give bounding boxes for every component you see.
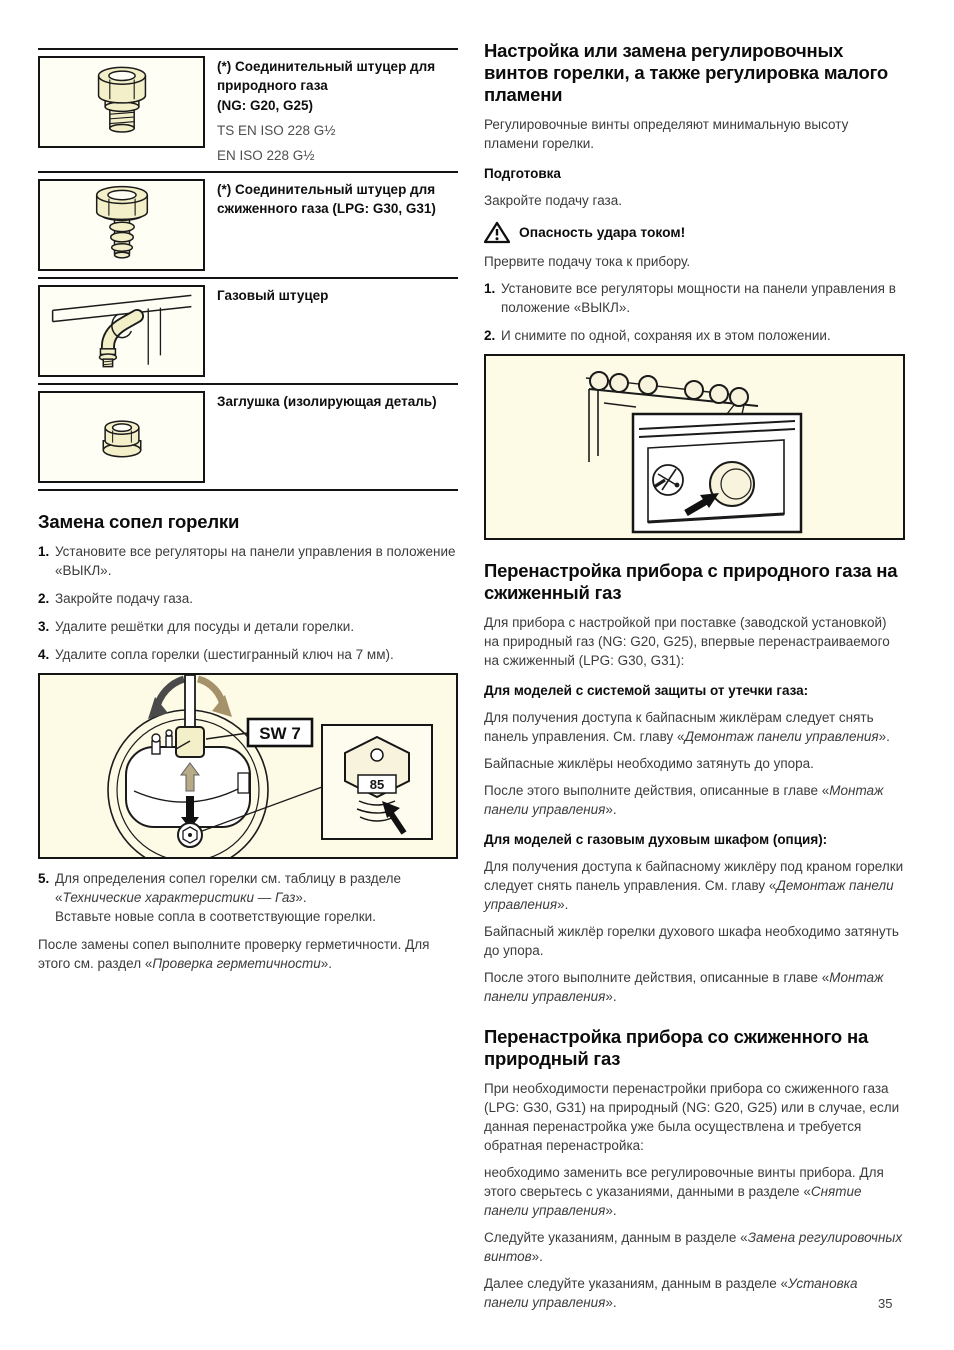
step-number: 5. [38,871,50,886]
list-item [484,326,905,345]
step-text: Вставьте новые сопла в соответствующие горелки. [55,909,376,924]
list-item [484,279,905,317]
plug-image [38,391,205,483]
part-caption [205,56,447,165]
paragraph: Байпасные жиклёры необходимо затянуть до упора. [484,756,814,771]
table-row [38,48,458,171]
paragraph: После этого выполните действия, описанные в главе «Монтаж панели управления». [484,783,884,817]
step-number: 1. [38,544,50,559]
paragraph: Следуйте указаниям, данным в разделе «Замена регулировочных винтов». [484,1230,903,1264]
adjust-screws-steps [484,279,905,345]
list-item [38,617,458,636]
section-title-adjust-screws: Настройка или замена регулировочных винтов горелки, а также регулировка малого пламени [484,40,888,105]
table-row [38,171,458,277]
step-text: Для определения сопел горелки см. таблицу в разделе «Технические характеристики — Газ». [55,871,402,905]
section-title-lpg-to-ng: Перенастройка прибора со сжиженного на природный газ [484,1026,869,1069]
paragraph: Далее следуйте указаниям, данным в разделе «Установка панели управления». [484,1276,858,1310]
part-title: Заглушка (изолирующая деталь) [217,394,437,409]
part-spec: EN ISO 228 G½ [217,148,315,163]
part-title: (*) Соединительный штуцер для природного газа [217,59,436,93]
replace-nozzles-step5 [38,869,458,926]
part-title: Газовый штуцер [217,288,329,303]
step-text: Закройте подачу газа. [55,591,193,606]
paragraph: При необходимости перенастройки прибора со сжиженного газа (LPG: G30, G31) на природный (NG: G20, G25) или в случае, если данная перенастройка уже была осуществлена и требуется обратная перенастройка: [484,1081,900,1153]
gas-parts-table [38,48,458,491]
natural-gas-adapter-icon [47,59,197,145]
gas-connector-image [38,285,205,377]
burner-nozzle-illustration [40,675,456,857]
paragraph: После этого выполните действия, описанные в главе «Монтаж панели управления». [484,970,884,1004]
part-caption [205,179,447,271]
section-title-ng-to-lpg: Перенастройка прибора с природного газа на сжиженный газ [484,560,898,603]
part-subtitle: (NG: G20, G25) [217,98,314,113]
step-number: 1. [484,281,496,296]
control-panel-figure [484,354,905,540]
left-column [38,40,458,981]
part-caption [205,391,447,483]
lpg-adapter-icon [47,182,197,268]
list-item [38,869,458,926]
list-item [38,542,458,580]
paragraph: Регулировочные винты определяют минимальную высоту пламени горелки. [484,117,849,151]
natural-gas-adapter-image [38,56,205,148]
step-number: 2. [484,328,496,343]
list-item [38,589,458,608]
part-title: (*) Соединительный штуцер для сжиженного газа (LPG: G30, G31) [217,182,436,216]
leak-protection-subheading: Для моделей с системой защиты от утечки газа: [484,683,809,698]
section-title-replace-nozzles: Замена сопел горелки [38,511,240,532]
paragraph: Байпасный жиклёр горелки духового шкафа необходимо затянуть до упора. [484,924,899,958]
list-item [38,645,458,664]
right-column [484,40,905,1320]
after-replacement-note: После замены сопел выполните проверку герметичности. Для этого см. раздел «Проверка герметичности». [38,937,430,971]
warning-row [484,221,905,244]
sw7-label: SW 7 [259,724,301,743]
lpg-adapter-image [38,179,205,271]
part-caption [205,285,447,377]
plug-icon [47,394,197,480]
step-text: Удалите сопла горелки (шестигранный ключ на 7 мм). [55,647,394,662]
warning-icon [484,221,510,244]
replace-nozzles-steps [38,542,458,664]
paragraph: Для получения доступа к байпасным жиклёрам следует снять панель управления. См. главу «Демонтаж панели управления». [484,710,890,744]
step-number: 3. [38,619,50,634]
warning-title: Опасность удара током! [519,225,686,240]
step-text: Удалите решётки для посуды и детали горелки. [55,619,355,634]
step-number: 4. [38,647,50,662]
step-text: И снимите по одной, сохраняя их в этом положении. [501,328,831,343]
nozzle-size-mark: 85 [369,777,385,792]
prep-subheading: Подготовка [484,166,561,181]
part-spec: TS EN ISO 228 G½ [217,123,336,138]
paragraph: Для прибора с настройкой при поставке (заводской установкой) на природный газ (NG: G20, G25), впервые перенастраиваемого на сжиженный (LPG: G30, G31): [484,615,890,668]
step-text: Установите все регуляторы на панели управления в положение «ВЫКЛ». [55,544,456,578]
step-number: 2. [38,591,50,606]
gas-oven-subheading: Для моделей с газовым духовым шкафом (опция): [484,832,828,847]
gas-connector-icon [47,288,197,374]
paragraph: Закройте подачу газа. [484,193,622,208]
control-panel-illustration [486,356,903,538]
paragraph: Прервите подачу тока к прибору. [484,254,691,269]
paragraph: необходимо заменить все регулировочные винты прибора. Для этого сверьтесь с указаниями, данными в разделе «Снятие панели управления». [484,1165,884,1218]
burner-nozzle-figure [38,673,458,859]
table-row [38,383,458,489]
paragraph: Для получения доступа к байпасному жиклёру под краном горелки следует снять панель управления. См. главу «Демонтаж панели управления». [484,859,904,912]
table-row [38,277,458,383]
step-text: Установите все регуляторы мощности на панели управления в положение «ВЫКЛ». [501,281,896,315]
page-number: 35 [878,1296,893,1311]
